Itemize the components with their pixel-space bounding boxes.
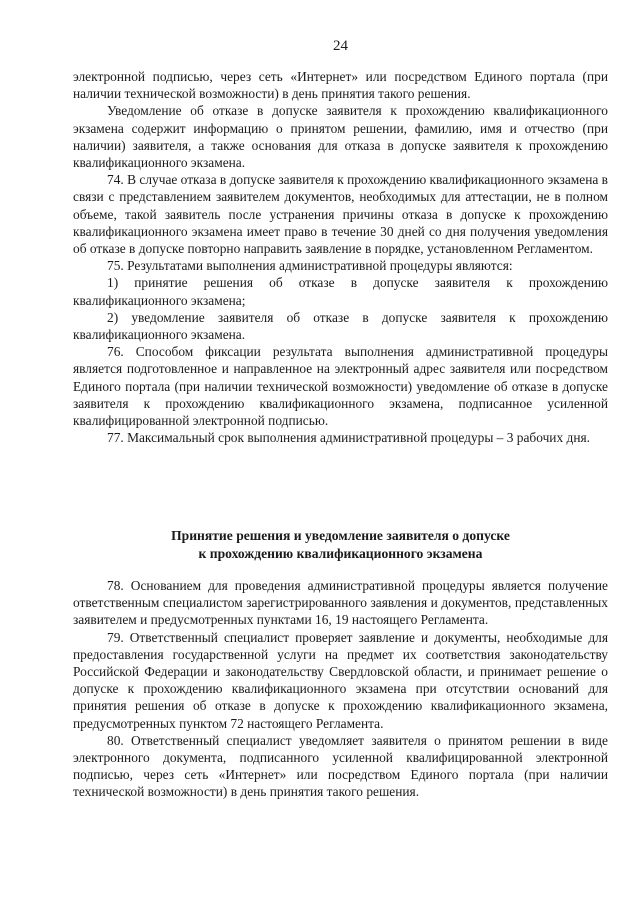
paragraph: 1) принятие решения об отказе в допуске заявителя к прохождению квалификационного экзамена;: [73, 275, 608, 308]
paragraph: 78. Основанием для проведения административной процедуры является получение ответственным специалистом зарегистрированного заявления и документов, представленных заявителем и предусмотренных пунктами 16, 19 настоящего Регламента.: [73, 578, 608, 628]
paragraph: 76. Способом фиксации результата выполнения административной процедуры является подготовленное и направленное на электронный адрес заявителя или посредством Единого портала (при наличии технической возможности) уведомление об отказе в допуске заявителя к прохождению квалификационного экзамена, подписанное усиленной квалифицированной электронной подписью.: [73, 344, 608, 429]
paragraph: 80. Ответственный специалист уведомляет заявителя о принятом решении в виде электронного документа, подписанного усиленной квалифицированной электронной подписью, через сеть «Интернет» или посредством Единого портала (при наличии технической возможности) в день принятия такого решения.: [73, 732, 608, 800]
page-number: 24: [333, 38, 348, 54]
heading-line: к прохождению квалификационного экзамена: [198, 545, 483, 561]
paragraph: 79. Ответственный специалист проверяет заявление и документы, необходимые для предоставления государственной услуги на предмет их соответствия законодательству Российской Федерации и законодательству Свердловской области, и принимает решение о допуске к прохождению квалификационного экзамена при отсутствии оснований для принятия решения об отказе в допуске к прохождению квалификационного экзамена, предусмотренных пунктом 72 настоящего Регламента.: [73, 629, 608, 731]
paragraph: электронной подписью, через сеть «Интернет» или посредством Единого портала (при наличии технической возможности) в день принятия такого решения.: [73, 69, 608, 102]
paragraph: 75. Результатами выполнения административной процедуры являются:: [107, 258, 513, 274]
paragraph: 2) уведомление заявителя об отказе в допуске заявителя к прохождению квалификационного экзамена.: [73, 309, 608, 343]
paragraph: 74. В случае отказа в допуске заявителя к прохождению квалификационного экзамена в связи с представлением заявителем документов, необходимых для аттестации, не в полном объеме, такой заявитель после устранения причины отказа в допуске к прохождению квалификационного экзамена имеет право в течение 30 дней со дня получения уведомления об отказе в допуске повторно направить заявление в порядке, установленном Регламентом.: [73, 172, 608, 257]
section-heading: [73, 527, 608, 562]
paragraph: 77. Максимальный срок выполнения административной процедуры – 3 рабочих дня.: [107, 430, 590, 446]
heading-line: Принятие решения и уведомление заявителя о допуске: [171, 528, 510, 543]
body-text-top: [73, 68, 608, 446]
body-text-bottom: [73, 577, 608, 801]
paragraph: Уведомление об отказе в допуске заявителя к прохождению квалификационного экзамена содержит информацию о принятом решении, фамилию, имя и отчество (при наличии) заявителя, а также основания для отказа в допуске заявителя к прохождению квалификационного экзамена.: [73, 103, 608, 171]
